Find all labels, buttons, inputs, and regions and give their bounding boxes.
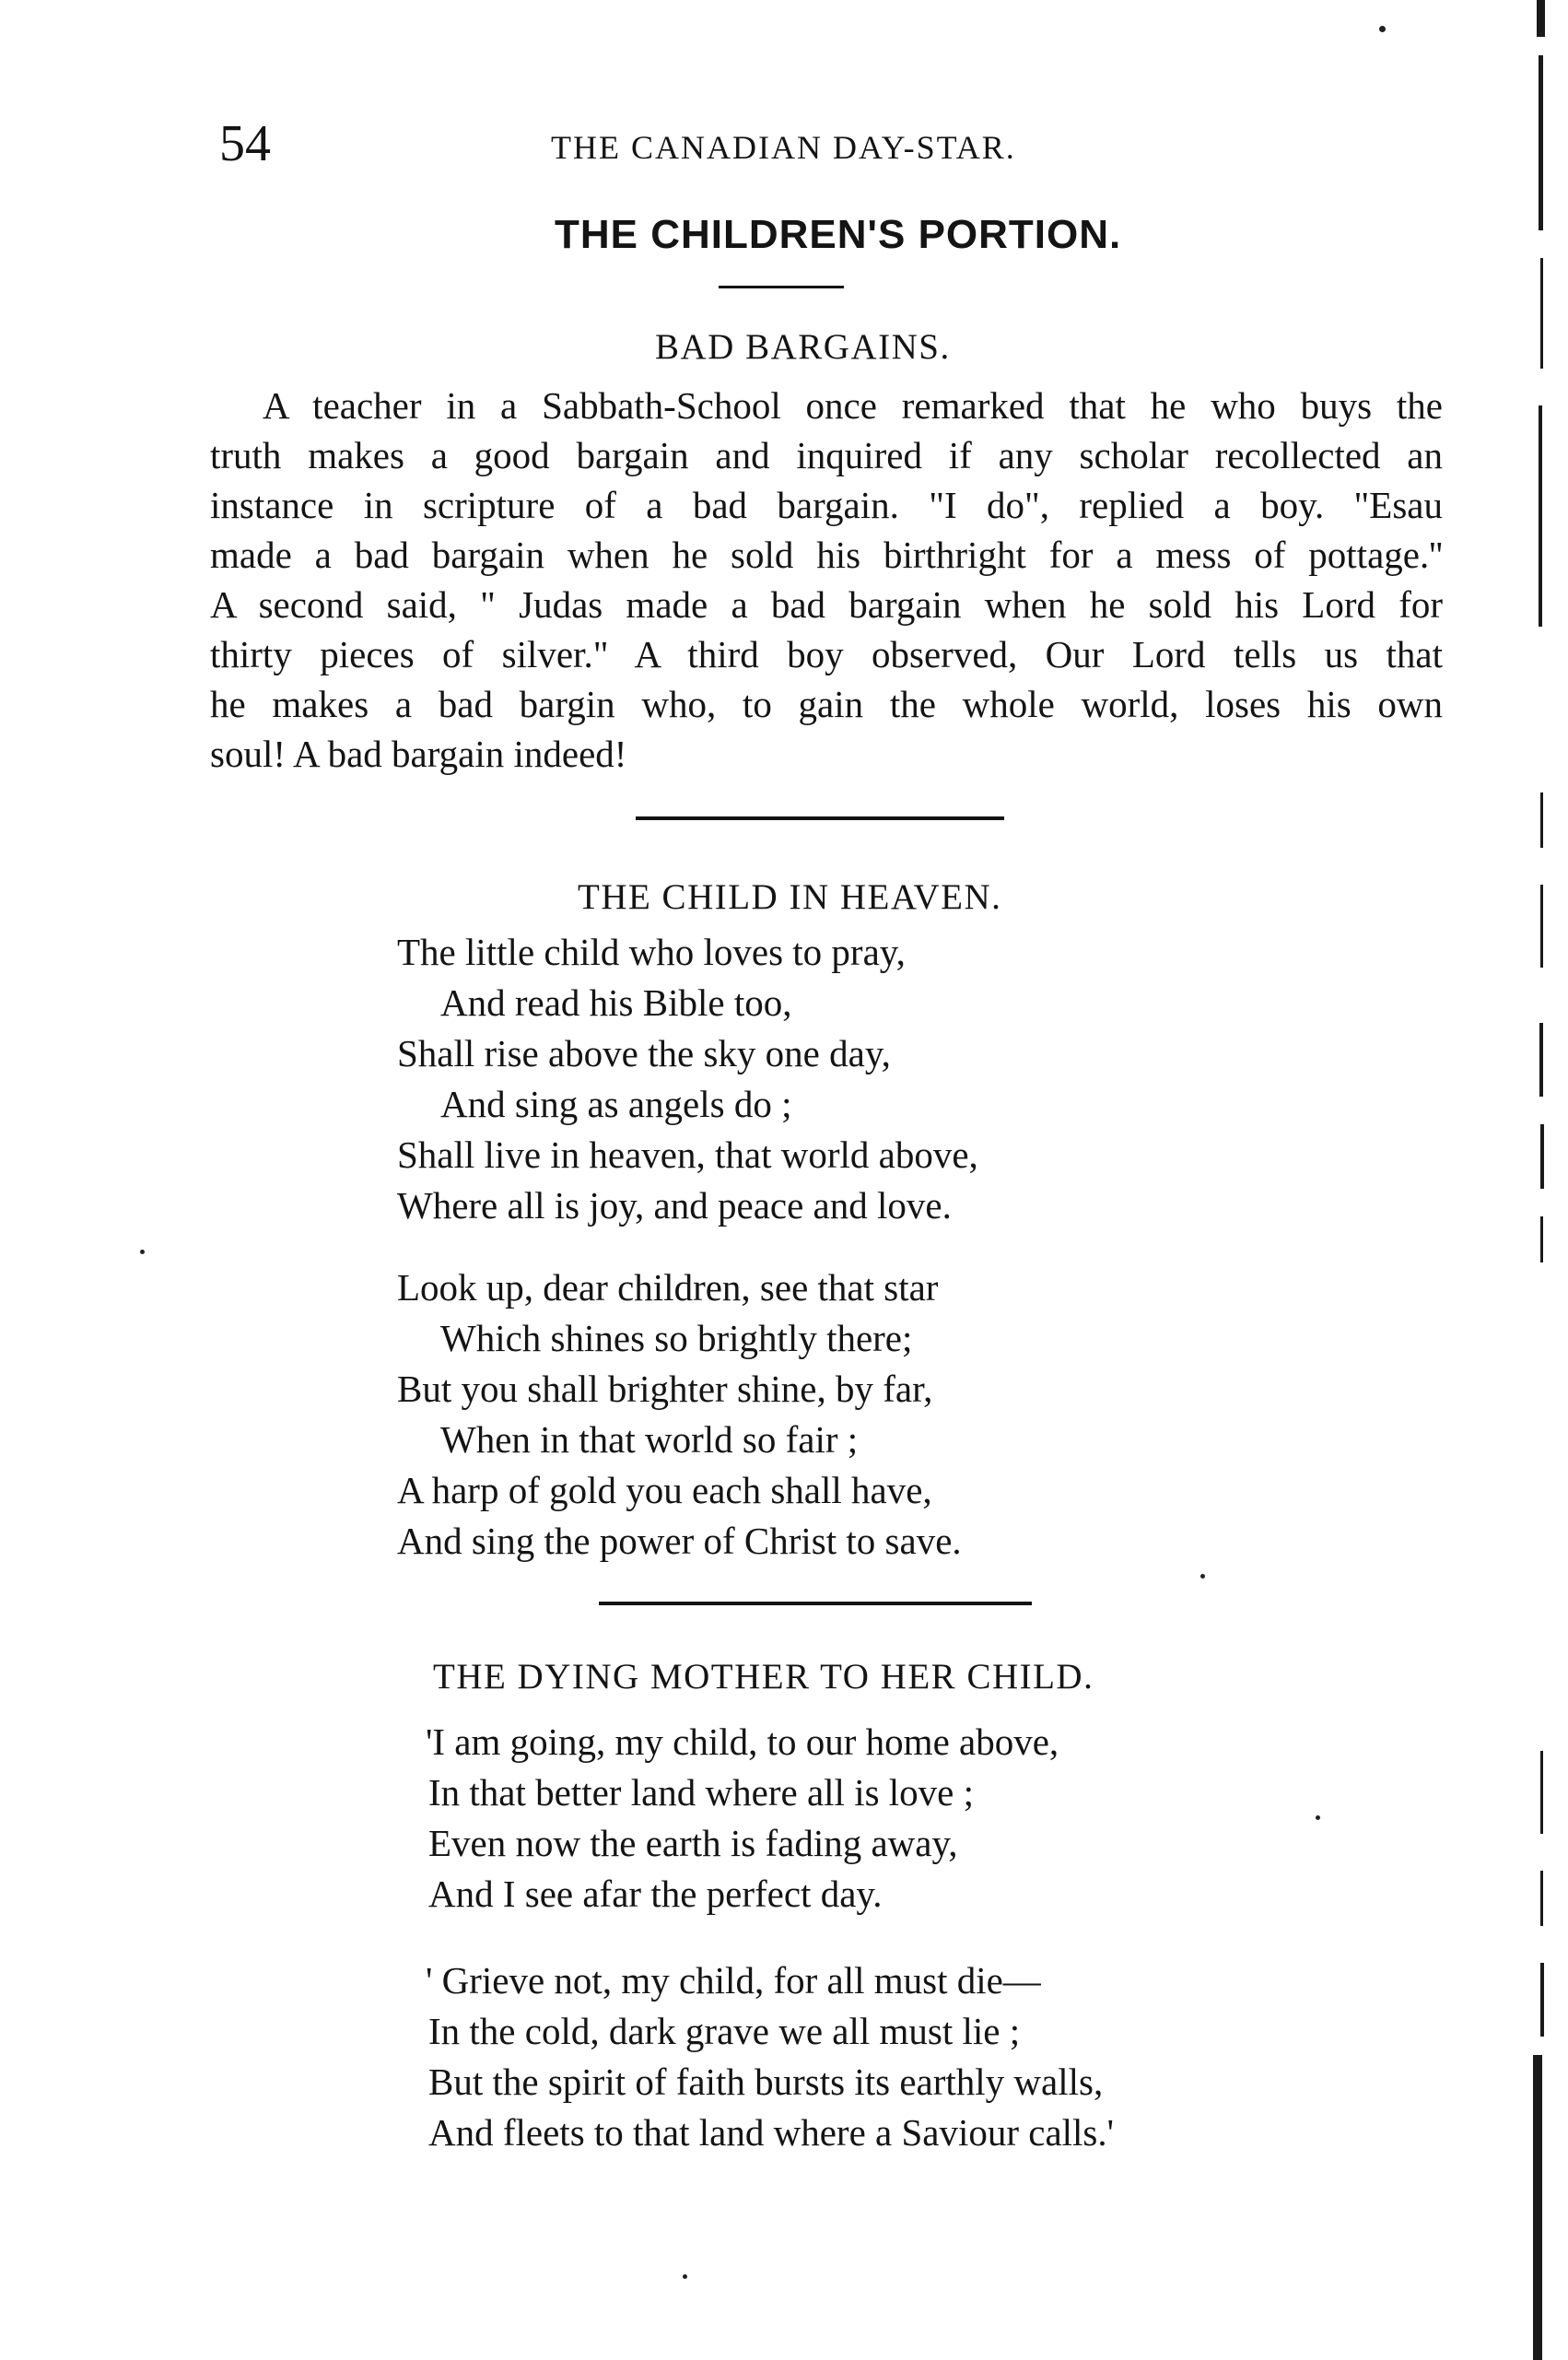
verse-line: And fleets to that land where a Saviour calls.'	[428, 2111, 1115, 2154]
verse-line: ' Grieve not, my child, for all must die—	[426, 1959, 1041, 2002]
speck	[683, 2274, 687, 2279]
verse-line: Which shines so brightly there;	[440, 1317, 913, 1359]
edge-bar	[1539, 405, 1542, 627]
edge-bar	[1540, 258, 1543, 369]
heading-dying-mother: THE DYING MOTHER TO HER CHILD.	[433, 1657, 1094, 1697]
speck	[1200, 1574, 1205, 1579]
verse-line: And sing as angels do ;	[440, 1083, 792, 1125]
edge-bar	[1537, 0, 1545, 37]
edge-bar	[1540, 1871, 1543, 1926]
verse-line: But you shall brighter shine, by far,	[397, 1368, 933, 1410]
verse-line: Even now the earth is fading away,	[428, 1822, 958, 1864]
verse-line: A harp of gold you each shall have,	[397, 1469, 932, 1511]
divider-rule	[636, 816, 1004, 820]
verse-line: The little child who loves to pray,	[397, 931, 906, 973]
verse-line: Shall rise above the sky one day,	[397, 1032, 891, 1074]
prose-line: thirty pieces of silver." A third boy observed, Our Lord tells us that	[210, 633, 1443, 675]
prose-line: instance in scripture of a bad bargain. "I do", replied a boy. "Esau	[210, 484, 1443, 526]
edge-bar	[1540, 1216, 1543, 1262]
divider-rule	[599, 1602, 1032, 1605]
speck	[1379, 26, 1386, 32]
page-number: 54	[219, 115, 271, 172]
prose-line: A teacher in a Sabbath-School once remarked that he who buys the	[263, 384, 1443, 427]
edge-bar	[1539, 1023, 1543, 1097]
verse-line: In the cold, dark grave we all must lie ;	[428, 2010, 1021, 2052]
heading-child-in-heaven: THE CHILD IN HEAVEN.	[578, 877, 1002, 917]
verse-line: Shall live in heaven, that world above,	[397, 1133, 978, 1176]
section-title: THE CHILDREN'S PORTION.	[555, 212, 1122, 257]
verse-line: And read his Bible too,	[440, 981, 792, 1024]
speck	[1316, 1815, 1320, 1820]
prose-line: he makes a bad bargin who, to gain the whole world, loses his own	[210, 683, 1443, 725]
edge-bar	[1539, 55, 1543, 230]
prose-line: A second said, " Judas made a bad bargain when he sold his Lord for	[210, 583, 1443, 626]
verse-line: And sing the power of Christ to save.	[397, 1520, 962, 1562]
verse-line: Where all is joy, and peace and love.	[397, 1184, 952, 1227]
verse-line: And I see afar the perfect day.	[428, 1873, 883, 1915]
prose-line: soul! A bad bargain indeed!	[210, 733, 627, 775]
heading-bad-bargains: BAD BARGAINS.	[655, 327, 951, 367]
verse-line: When in that world so fair ;	[440, 1418, 859, 1461]
edge-bar	[1540, 885, 1543, 968]
verse-line: In that better land where all is love ;	[428, 1771, 975, 1814]
edge-bar	[1540, 1124, 1544, 1189]
verse-line: Look up, dear children, see that star	[397, 1266, 939, 1309]
edge-bar	[1540, 793, 1543, 848]
edge-bar	[1540, 1751, 1543, 1834]
running-title: THE CANADIAN DAY-STAR.	[551, 129, 1016, 166]
verse-line: 'I am going, my child, to our home above,	[426, 1720, 1059, 1763]
edge-bar	[1540, 1963, 1544, 2037]
prose-line: truth makes a good bargain and inquired if any scholar recollected an	[210, 434, 1443, 476]
prose-line: made a bad bargain when he sold his birthright for a mess of pottage.''	[210, 534, 1443, 576]
title-rule	[719, 286, 844, 288]
edge-bar	[1533, 2055, 1542, 2360]
verse-line: But the spirit of faith bursts its earthly walls,	[428, 2061, 1104, 2103]
speck	[140, 1250, 145, 1254]
